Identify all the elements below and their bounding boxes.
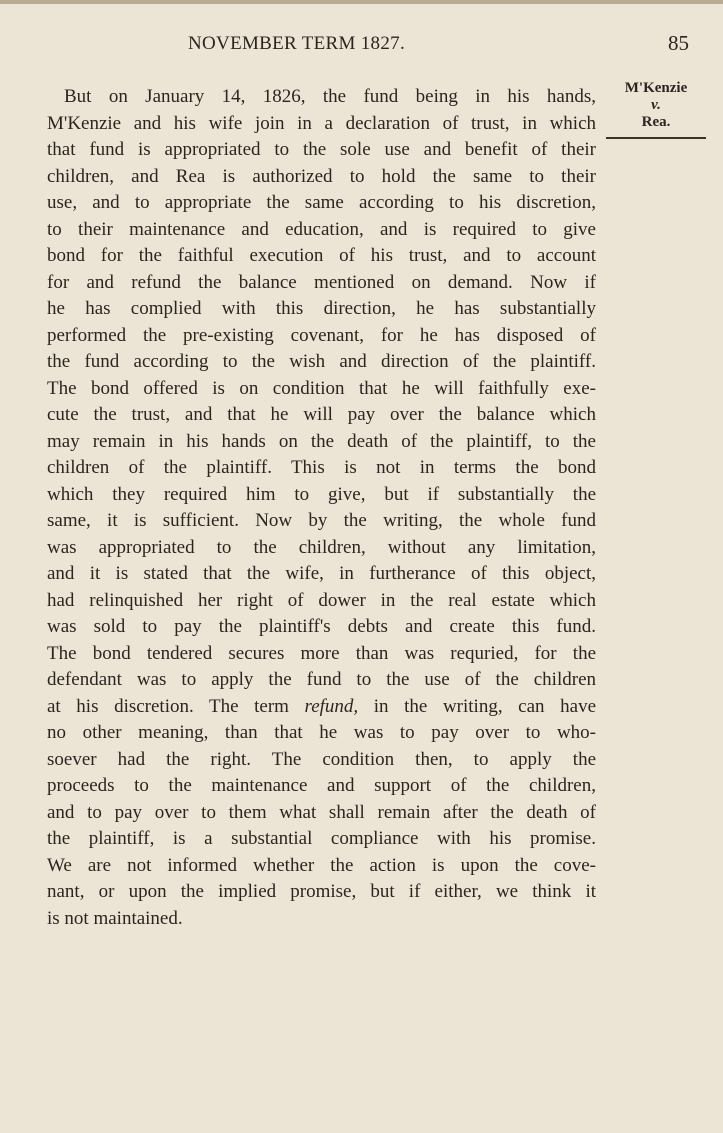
text-line: defendant was to apply the fund to the use of the children	[47, 669, 596, 690]
text-line: at his discretion. The term refund, in the writing, can have	[47, 695, 596, 717]
text-line: same, it is sufficient. Now by the writing, the whole fund	[47, 510, 596, 531]
text-line: for and refund the balance mentioned on demand. Now if	[47, 271, 596, 293]
text-line: children, and Rea is authorized to hold the same to their	[47, 165, 596, 187]
text-line: no other meaning, than that he was to pay over to who-	[47, 722, 596, 743]
text-line: is not maintained.	[47, 907, 183, 929]
page-header	[0, 33, 723, 57]
margin-defendant: Rea.	[641, 114, 671, 130]
text-line: to their maintenance and education, and is required to give	[47, 218, 596, 240]
text-line: But on January 14, 1826, the fund being in his hands,	[64, 86, 596, 107]
text-line: that fund is appropriated to the sole use and benefit of their	[47, 139, 596, 160]
body-text	[47, 84, 596, 932]
page-top-edge	[0, 0, 723, 4]
text-line: soever had the right. The condition then, to apply the	[47, 748, 596, 770]
margin-plaintiff: M'Kenzie	[624, 80, 688, 96]
text-line: he has complied with this direction, he has substantially	[47, 298, 596, 319]
text-line: M'Kenzie and his wife join in a declaration of trust, in which	[47, 112, 596, 134]
text-line: and it is stated that the wife, in furtherance of this object,	[47, 563, 596, 584]
text-line: which they required him to give, but if substantially the	[47, 483, 596, 505]
text-line: was sold to pay the plaintiff's debts and create this fund.	[47, 616, 596, 637]
text-line: cute the trust, and that he will pay over the balance which	[47, 404, 596, 425]
text-line: proceeds to the maintenance and support of the children,	[47, 775, 596, 796]
text-line: the fund according to the wish and direction of the plaintiff.	[47, 351, 596, 372]
text-line: the plaintiff, is a substantial compliance with his promise.	[47, 828, 596, 849]
text-line: The bond offered is on condition that he will faithfully exe-	[47, 377, 596, 399]
text-line: may remain in his hands on the death of the plaintiff, to the	[47, 430, 596, 452]
text-line: had relinquished her right of dower in the real estate which	[47, 589, 596, 611]
text-line: performed the pre-existing covenant, for he has disposed of	[47, 324, 596, 346]
text-line: and to pay over to them what shall remain after the death of	[47, 801, 596, 823]
text-line: bond for the faithful execution of his trust, and to account	[47, 245, 596, 266]
page-number: 85	[668, 31, 689, 55]
running-title: NOVEMBER TERM 1827.	[188, 33, 406, 54]
text-line: was appropriated to the children, without any limitation,	[47, 536, 596, 558]
text-line: use, and to appropriate the same according to his discretion,	[47, 192, 596, 213]
text-line: The bond tendered secures more than was requried, for the	[47, 642, 596, 664]
text-line: nant, or upon the implied promise, but if either, we think it	[47, 881, 596, 902]
margin-case-note	[604, 80, 708, 139]
text-line: children of the plaintiff. This is not in terms the bond	[47, 457, 596, 478]
text-line: We are not informed whether the action is upon the cove-	[47, 854, 596, 876]
margin-versus: v.	[651, 97, 661, 113]
margin-rule	[606, 137, 706, 139]
